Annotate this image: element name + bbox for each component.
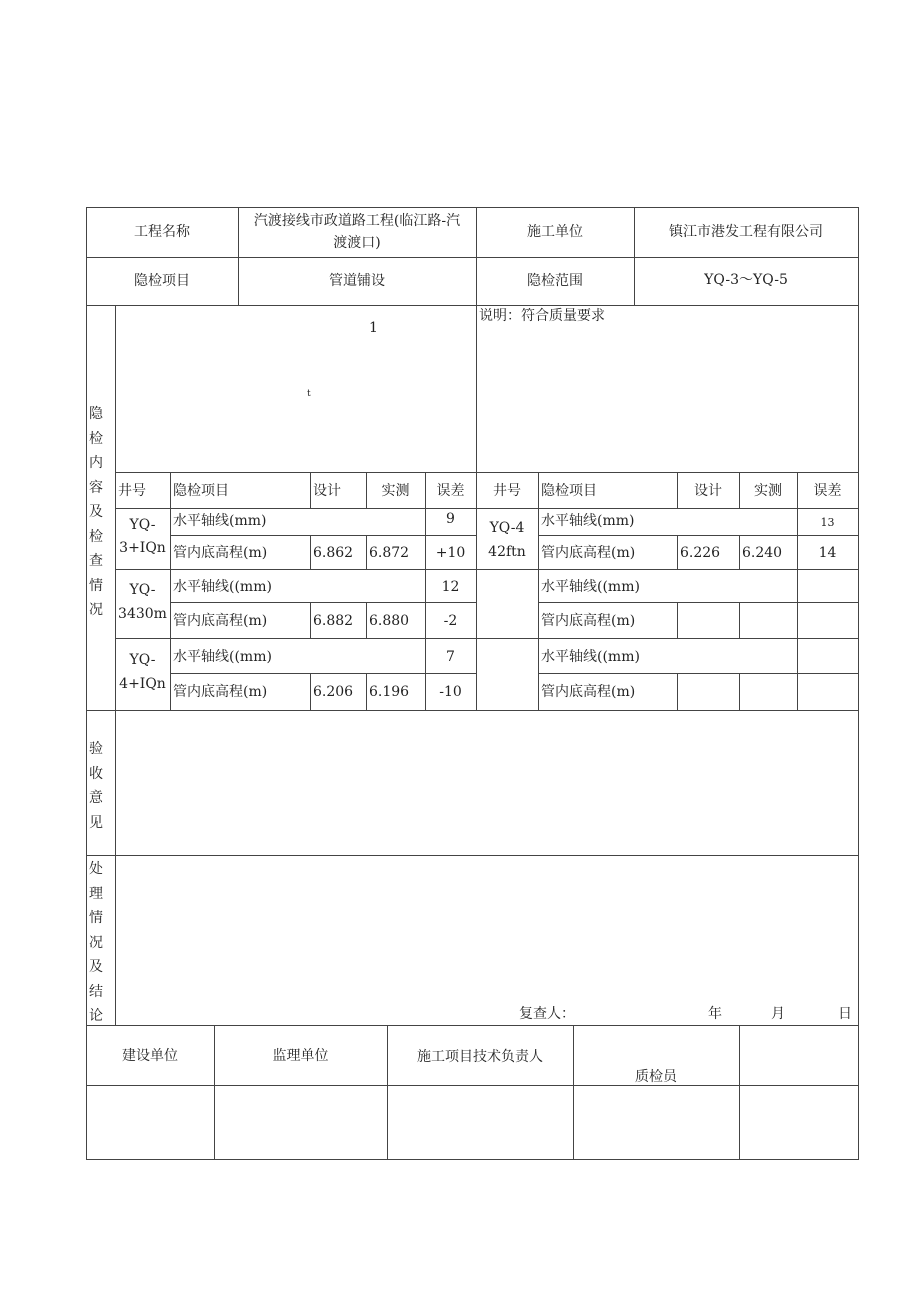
table-border-top <box>86 207 859 208</box>
well-number: 3+IQn <box>119 540 166 556</box>
column-header-design: 设计 <box>313 483 341 499</box>
axis-error: 7 <box>446 649 455 665</box>
row-divider <box>86 1085 859 1086</box>
month-label: 月 <box>771 1006 785 1022</box>
column-header-measured: 实测 <box>381 483 410 499</box>
elevation-measured: 6.872 <box>369 545 410 561</box>
well-number: 42ftn <box>488 544 526 560</box>
row-divider <box>115 508 859 509</box>
axis-item-label: 水平轴线(mm) <box>173 513 267 529</box>
project-name-value-line2: 渡渡口) <box>333 235 381 251</box>
scope-value: YQ-3～YQ-5 <box>704 272 788 288</box>
axis-item-label: 水平轴线((mm) <box>541 579 640 595</box>
elevation-item-label: 管内底高程(m) <box>173 613 268 629</box>
well-number: YQ- <box>129 517 156 533</box>
col-divider <box>387 1025 388 1160</box>
axis-error: 9 <box>446 511 455 527</box>
row-divider <box>170 602 477 603</box>
axis-error: 12 <box>441 579 460 595</box>
row-divider <box>170 535 477 536</box>
elevation-measured: 6.240 <box>742 545 783 561</box>
column-header-error: 误差 <box>436 483 465 499</box>
axis-item-label: 水平轴线((mm) <box>541 649 640 665</box>
project-name-value-line1: 汽渡接线市政道路工程(临江路-汽 <box>253 213 461 229</box>
row-divider <box>86 305 859 306</box>
row-divider <box>86 257 859 258</box>
row-divider <box>86 855 859 856</box>
col-divider <box>797 472 798 710</box>
row-divider <box>115 472 859 473</box>
row-divider <box>538 602 859 603</box>
elevation-error: +10 <box>435 545 466 561</box>
item-value: 管道铺设 <box>329 273 385 289</box>
table-border-right <box>858 207 859 1160</box>
contractor-label: 施工单位 <box>527 224 583 240</box>
elevation-design: 6.862 <box>313 545 354 561</box>
content-side-label: 隐检内容及检查情况 <box>89 406 103 618</box>
column-header-item: 隐检项目 <box>541 483 597 499</box>
item-label: 隐检项目 <box>134 273 190 289</box>
col-divider <box>310 535 311 569</box>
well-number: 4+IQn <box>119 676 166 692</box>
col-divider <box>677 602 678 638</box>
col-divider <box>677 535 678 569</box>
col-divider <box>214 1025 215 1160</box>
well-number: YQ- <box>129 652 156 668</box>
col-divider <box>739 535 740 569</box>
row-divider <box>115 638 859 639</box>
axis-item-label: 水平轴线((mm) <box>173 649 272 665</box>
acceptance-side-label: 验收意见 <box>89 741 103 831</box>
col-divider <box>310 602 311 638</box>
well-number: 3430m <box>118 606 167 622</box>
elevation-error: 14 <box>818 545 837 561</box>
row-divider <box>115 569 859 570</box>
column-header-well: 井号 <box>493 483 521 499</box>
signature-owner-label: 建设单位 <box>122 1048 178 1064</box>
row-divider <box>86 710 859 711</box>
column-header-measured: 实测 <box>754 483 782 499</box>
col-divider <box>739 673 740 710</box>
col-divider <box>573 1025 574 1160</box>
col-divider <box>366 602 367 638</box>
col-divider <box>476 207 477 305</box>
row-divider <box>170 673 477 674</box>
col-divider <box>538 472 539 710</box>
handling-side-label: 处理情况及结论 <box>89 861 103 1024</box>
day-label: 日 <box>838 1006 852 1022</box>
sketch-mark: t <box>307 389 311 399</box>
col-divider <box>739 1025 740 1160</box>
well-number: YQ- <box>129 582 156 598</box>
elevation-design: 6.206 <box>313 684 354 700</box>
elevation-error: -10 <box>439 684 462 700</box>
scope-label: 隐检范围 <box>527 273 583 289</box>
well-number: YQ-4 <box>489 520 525 536</box>
row-divider <box>538 673 859 674</box>
elevation-item-label: 管内底高程(m) <box>173 684 268 700</box>
elevation-item-label: 管内底高程(m) <box>541 613 636 629</box>
column-header-error: 误差 <box>813 483 842 499</box>
column-header-well: 井号 <box>118 483 146 499</box>
col-divider <box>634 207 635 305</box>
row-divider <box>538 535 859 536</box>
axis-item-label: 水平轴线(mm) <box>541 513 635 529</box>
col-divider <box>310 472 311 508</box>
col-divider <box>170 472 171 710</box>
signature-supervisor-label: 监理单位 <box>272 1048 329 1064</box>
elevation-measured: 6.196 <box>369 684 410 700</box>
col-divider <box>366 535 367 569</box>
row-divider <box>86 1025 859 1026</box>
elevation-design: 6.882 <box>313 613 354 629</box>
elevation-item-label: 管内底高程(m) <box>541 684 636 700</box>
elevation-measured: 6.880 <box>369 613 410 629</box>
axis-error: 13 <box>820 516 835 529</box>
column-header-design: 设计 <box>694 483 722 499</box>
table-border-left <box>86 207 87 1160</box>
note-text: 说明：符合质量要求 <box>479 308 605 324</box>
axis-item-label: 水平轴线((mm) <box>173 579 272 595</box>
sketch-mark: 1 <box>369 320 378 336</box>
signature-tech-lead-label: 施工项目技术负责人 <box>417 1049 543 1065</box>
year-label: 年 <box>708 1006 722 1022</box>
col-divider <box>366 673 367 710</box>
project-name-label: 工程名称 <box>134 224 190 240</box>
signature-inspector-label: 质检员 <box>635 1069 677 1085</box>
elevation-error: -2 <box>443 613 458 629</box>
column-header-item: 隐检项目 <box>173 483 229 499</box>
table-border-bottom <box>86 1159 859 1160</box>
col-divider <box>739 602 740 638</box>
elevation-design: 6.226 <box>680 545 721 561</box>
col-divider <box>310 673 311 710</box>
col-divider <box>677 673 678 710</box>
elevation-item-label: 管内底高程(m) <box>173 545 268 561</box>
col-divider <box>476 305 477 710</box>
elevation-item-label: 管内底高程(m) <box>541 545 636 561</box>
contractor-value: 镇江市港发工程有限公司 <box>669 224 823 240</box>
reviewer-label: 复查人： <box>519 1006 575 1022</box>
